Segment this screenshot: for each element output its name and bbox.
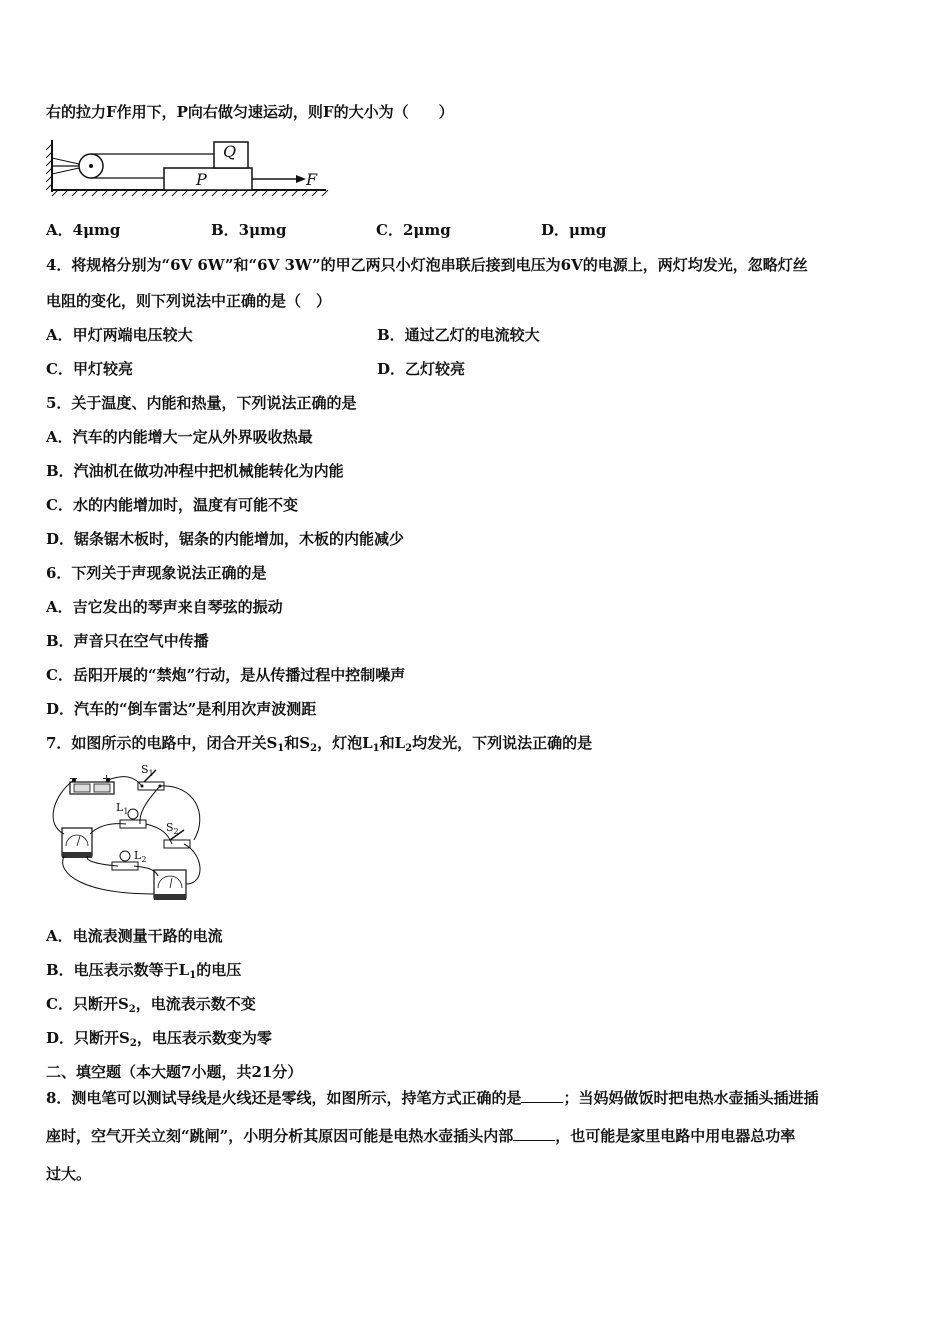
battery-plus-sign: +	[102, 772, 112, 785]
lamp-l2-label: $L_2$	[134, 849, 147, 864]
q4-option-b: B．通过乙灯的电流较大	[377, 326, 540, 344]
switch-s1-label: $S_1$	[141, 763, 154, 778]
q8-blank-2[interactable]	[513, 1126, 555, 1141]
battery-minus-sign: −	[69, 772, 79, 785]
switch-s2-label: $S_2$	[166, 821, 179, 836]
q3-pulley-diagram	[44, 136, 334, 198]
q5-option-c: C．水的内能增加时，温度有可能不变	[46, 496, 298, 514]
q8-line2: 座时，空气开关立刻“跳闸”，小明分析其原因可能是电热水壶插头内部 ，也可能是家里电路中用电器总功率	[46, 1127, 796, 1145]
q5-stem: 5．关于温度、内能和热量，下列说法正确的是	[46, 394, 357, 412]
q8-blank-1[interactable]	[521, 1088, 563, 1103]
force-f-label: F	[306, 170, 318, 189]
q6-stem: 6．下列关于声现象说法正确的是	[46, 564, 267, 582]
q6-option-c: C．岳阳开展的“禁炮”行动，是从传播过程中控制噪声	[46, 666, 406, 684]
q7-option-d: D．只断开$S_2$，电压表示数变为零	[46, 1029, 272, 1049]
q8-line3: 过大。	[46, 1165, 92, 1183]
q3-option-c: C．2μmg	[376, 221, 451, 239]
q5-option-b: B．汽油机在做功冲程中把机械能转化为内能	[46, 462, 344, 480]
q7-option-a: A．电流表测量干路的电流	[46, 927, 223, 945]
block-p-label: P	[196, 170, 207, 189]
q5-option-a: A．汽车的内能增大一定从外界吸收热最	[46, 428, 313, 446]
section-2-title: 二、填空题（本大题7小题，共21分）	[46, 1063, 303, 1081]
q7-option-b: B．电压表示数等于$L_1$的电压	[46, 961, 242, 981]
q4-option-d: D．乙灯较亮	[377, 360, 466, 378]
q3-option-d: D．μmg	[541, 221, 607, 239]
q6-option-d: D．汽车的“倒车雷达”是利用次声波测距	[46, 700, 317, 718]
q8-line1: 8．测电笔可以测试导线是火线还是零线，如图所示，持笔方式正确的是 ；当妈妈做饭时把电热水壶插头插进插	[46, 1089, 819, 1107]
block-q-label: Q	[223, 142, 237, 161]
q7-option-c: C．只断开$S_2$，电流表示数不变	[46, 995, 256, 1015]
q4-option-c: C．甲灯较亮	[46, 360, 133, 378]
q3-option-b: B．3μmg	[211, 221, 287, 239]
lamp-l1-label: $L_1$	[116, 801, 129, 816]
q6-option-a: A．吉它发出的琴声来自琴弦的振动	[46, 598, 283, 616]
q4-stem-line2: 电阻的变化，则下列说法中正确的是（ ）	[46, 292, 332, 310]
q4-stem-line1: 4．将规格分别为“6V 6W”和“6V 3W”的甲乙两只小灯泡串联后接到电压为6V的电源上，两灯均发光，忽略灯丝	[46, 256, 808, 274]
q4-option-a: A．甲灯两端电压较大	[46, 326, 193, 344]
q7-stem: 7．如图所示的电路中，闭合开关$S_1$和$S_2$，灯泡$L_1$和$L_2$均发光，下列说法正确的是	[46, 734, 593, 754]
q3-stem-tail: 右的拉力F作用下，P向右做匀速运动，则F的大小为（ ）	[46, 103, 454, 121]
q3-option-a: A．4μmg	[46, 221, 121, 239]
q6-option-b: B．声音只在空气中传播	[46, 632, 209, 650]
q5-option-d: D．锯条锯木板时，锯条的内能增加，木板的内能减少	[46, 530, 405, 548]
